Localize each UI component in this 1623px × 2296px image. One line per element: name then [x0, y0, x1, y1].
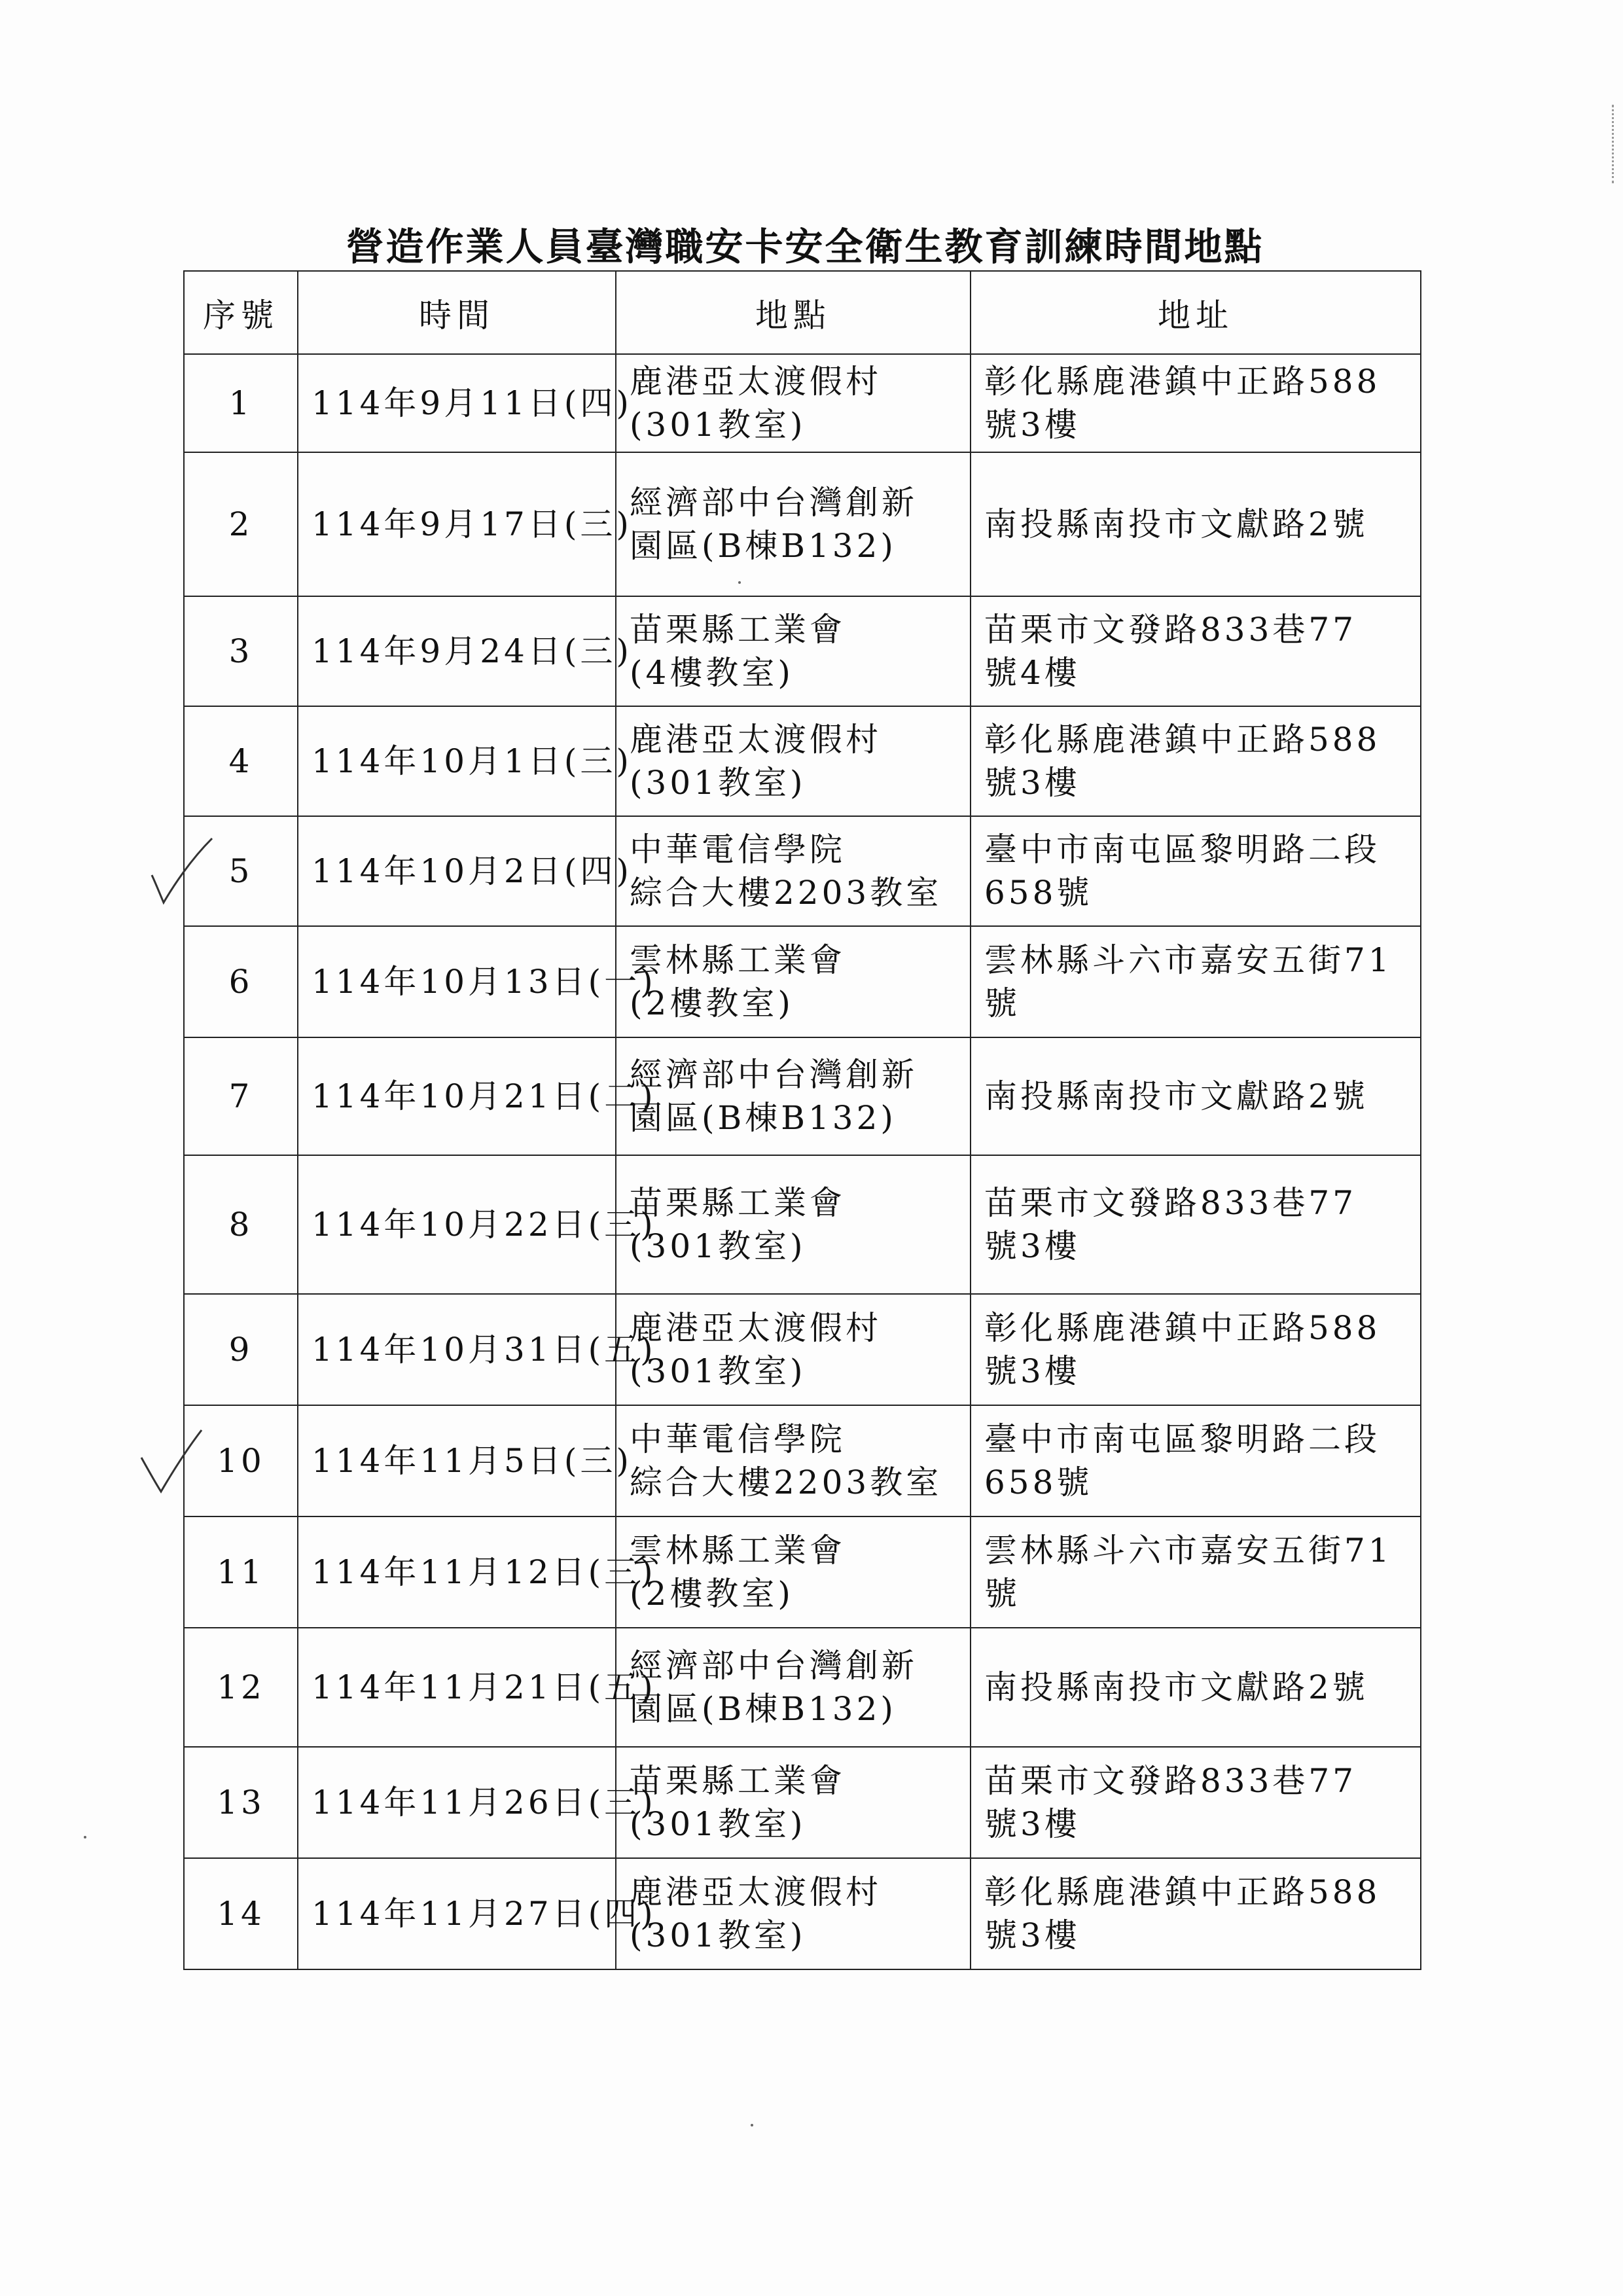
address-line-2: 號3樓 [984, 1805, 1080, 1843]
cell-date: 114年11月12日(三) [298, 1516, 616, 1628]
location-line-2: 園區(B棟B132) [630, 527, 897, 565]
cell-location [616, 596, 971, 706]
cell-date: 114年9月24日(三) [298, 596, 616, 706]
cell-location [616, 816, 971, 926]
cell-date: 114年10月31日(五) [298, 1294, 616, 1405]
cell-no: 8 [184, 1155, 298, 1294]
cell-date: 114年11月21日(五) [298, 1628, 616, 1747]
cell-address [971, 1155, 1421, 1294]
table-row [184, 1747, 1421, 1858]
cell-no: 9 [184, 1294, 298, 1405]
address-line-2: 號 [984, 984, 1020, 1022]
cell-location [616, 1294, 971, 1405]
location-line-1: 鹿港亞太渡假村 [630, 721, 882, 759]
location-line-1: 經濟部中台灣創新 [630, 1056, 918, 1094]
cell-address [971, 1747, 1421, 1858]
cell-location [616, 354, 971, 452]
address-line-1: 彰化縣鹿港鎮中正路588 [984, 363, 1381, 401]
location-line-1: 經濟部中台灣創新 [630, 484, 918, 522]
handwritten-check-mark-row-5 [149, 834, 215, 913]
table-row [184, 354, 1421, 452]
header-time: 時間 [298, 271, 616, 354]
cell-no: 10 [184, 1405, 298, 1516]
cell-no: 13 [184, 1747, 298, 1858]
address-line-2: 658號 [984, 874, 1093, 912]
address-line-1: 彰化縣鹿港鎮中正路588 [984, 721, 1381, 759]
cell-no: 2 [184, 452, 298, 596]
cell-date: 114年10月2日(四) [298, 816, 616, 926]
cell-no: 7 [184, 1037, 298, 1155]
cell-address [971, 1516, 1421, 1628]
table-row [184, 706, 1421, 816]
address-line-1: 南投縣南投市文獻路2號 [984, 505, 1368, 543]
address-line-1: 彰化縣鹿港鎮中正路588 [984, 1873, 1381, 1911]
cell-address [971, 706, 1421, 816]
location-line-1: 鹿港亞太渡假村 [630, 363, 882, 401]
header-address: 地址 [971, 271, 1421, 354]
address-line-2: 號3樓 [984, 764, 1080, 802]
cell-location [616, 1155, 971, 1294]
table-row [184, 596, 1421, 706]
cell-no: 14 [184, 1858, 298, 1969]
location-line-2: 園區(B棟B132) [630, 1690, 897, 1728]
cell-no: 5 [184, 816, 298, 926]
address-line-2: 號3樓 [984, 1227, 1080, 1265]
location-line-1: 苗栗縣工業會 [630, 1762, 846, 1800]
location-line-2: (301教室) [630, 1916, 806, 1954]
cell-address [971, 596, 1421, 706]
cell-location [616, 926, 971, 1037]
table-row [184, 1155, 1421, 1294]
cell-date: 114年10月22日(三) [298, 1155, 616, 1294]
cell-no: 11 [184, 1516, 298, 1628]
location-line-2: 園區(B棟B132) [630, 1099, 897, 1137]
cell-no: 12 [184, 1628, 298, 1747]
document-title: 營造作業人員臺灣職安卡安全衛生教育訓練時間地點 [346, 224, 1264, 269]
cell-date: 114年11月5日(三) [298, 1405, 616, 1516]
table-row [184, 1294, 1421, 1405]
address-line-2: 號3樓 [984, 1916, 1080, 1954]
cell-address [971, 1628, 1421, 1747]
address-line-1: 雲林縣斗六市嘉安五街71 [984, 1532, 1393, 1570]
cell-no: 4 [184, 706, 298, 816]
table-row [184, 816, 1421, 926]
address-line-1: 南投縣南投市文獻路2號 [984, 1668, 1368, 1706]
location-line-2: (301教室) [630, 1805, 806, 1843]
cell-address [971, 452, 1421, 596]
address-line-2: 號3樓 [984, 406, 1080, 444]
location-line-1: 苗栗縣工業會 [630, 611, 846, 649]
address-line-2: 號4樓 [984, 654, 1080, 692]
location-line-2: (4樓教室) [630, 654, 794, 692]
cell-location [616, 1747, 971, 1858]
cell-location [616, 1516, 971, 1628]
location-line-1: 雲林縣工業會 [630, 941, 846, 979]
address-line-2: 號 [984, 1575, 1020, 1613]
scan-speck [84, 1836, 86, 1839]
table-body [184, 354, 1421, 1969]
address-line-1: 臺中市南屯區黎明路二段 [984, 1420, 1380, 1458]
cell-location [616, 1628, 971, 1747]
location-line-1: 苗栗縣工業會 [630, 1184, 846, 1222]
training-schedule-table [183, 270, 1421, 1970]
address-line-1: 苗栗市文發路833巷77 [984, 1762, 1357, 1800]
cell-date: 114年10月13日(一) [298, 926, 616, 1037]
cell-address [971, 1037, 1421, 1155]
table-row [184, 1037, 1421, 1155]
location-line-2: (301教室) [630, 1227, 806, 1265]
cell-address [971, 1858, 1421, 1969]
cell-address [971, 926, 1421, 1037]
handwritten-check-mark-row-10 [139, 1424, 204, 1502]
address-line-1: 苗栗市文發路833巷77 [984, 1184, 1357, 1222]
location-line-2: (301教室) [630, 406, 806, 444]
location-line-1: 鹿港亞太渡假村 [630, 1309, 882, 1347]
location-line-2: (301教室) [630, 764, 806, 802]
address-line-1: 彰化縣鹿港鎮中正路588 [984, 1309, 1381, 1347]
cell-address [971, 1294, 1421, 1405]
cell-location [616, 1037, 971, 1155]
table-header-row [184, 271, 1421, 354]
cell-location [616, 1858, 971, 1969]
address-line-1: 臺中市南屯區黎明路二段 [984, 831, 1380, 869]
table-row [184, 1858, 1421, 1969]
cell-location [616, 1405, 971, 1516]
address-line-1: 雲林縣斗六市嘉安五街71 [984, 941, 1393, 979]
location-line-1: 鹿港亞太渡假村 [630, 1873, 882, 1911]
location-line-1: 雲林縣工業會 [630, 1532, 846, 1570]
cell-date: 114年10月21日(二) [298, 1037, 616, 1155]
cell-location [616, 706, 971, 816]
scan-speck [738, 581, 741, 584]
scan-speck [751, 2124, 753, 2126]
cell-address [971, 816, 1421, 926]
table-row [184, 926, 1421, 1037]
cell-no: 6 [184, 926, 298, 1037]
address-line-2: 號3樓 [984, 1352, 1080, 1390]
table-row [184, 1628, 1421, 1747]
cell-date: 114年9月17日(三) [298, 452, 616, 596]
cell-location [616, 452, 971, 596]
location-line-2: 綜合大樓2203教室 [630, 874, 942, 912]
table-row [184, 452, 1421, 596]
cell-date: 114年10月1日(三) [298, 706, 616, 816]
location-line-1: 中華電信學院 [630, 831, 846, 869]
cell-no: 1 [184, 354, 298, 452]
cell-date: 114年9月11日(四) [298, 354, 616, 452]
cell-date: 114年11月27日(四) [298, 1858, 616, 1969]
table-row [184, 1516, 1421, 1628]
location-line-2: (2樓教室) [630, 984, 794, 1022]
location-line-1: 經濟部中台灣創新 [630, 1647, 918, 1685]
location-line-2: (301教室) [630, 1352, 806, 1390]
header-no: 序號 [184, 271, 298, 354]
cell-date: 114年11月26日(三) [298, 1747, 616, 1858]
location-line-2: 綜合大樓2203教室 [630, 1463, 942, 1501]
header-location: 地點 [616, 271, 971, 354]
scan-edge-mark [1612, 105, 1619, 183]
address-line-1: 南投縣南投市文獻路2號 [984, 1077, 1368, 1115]
address-line-1: 苗栗市文發路833巷77 [984, 611, 1357, 649]
cell-address [971, 1405, 1421, 1516]
address-line-2: 658號 [984, 1463, 1093, 1501]
location-line-2: (2樓教室) [630, 1575, 794, 1613]
cell-no: 3 [184, 596, 298, 706]
table-row [184, 1405, 1421, 1516]
cell-address [971, 354, 1421, 452]
location-line-1: 中華電信學院 [630, 1420, 846, 1458]
